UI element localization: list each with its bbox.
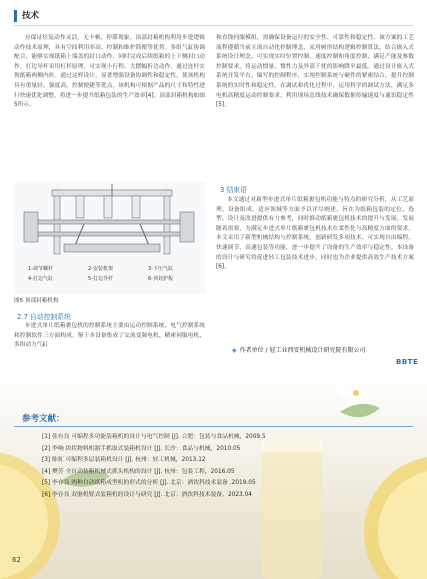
mechanism-drawing [14,182,205,294]
section-label: 技术 [22,11,40,21]
right-column-text-2 [216,196,414,273]
left-column-text [14,34,205,111]
reference-item: [3] 陈虹 可编程多层装箱机设计 [J]. 杭州：轻工机械，2013.12 [42,457,206,464]
base-block [64,244,160,252]
guide-rail [34,232,184,236]
press-cylinder [76,196,84,218]
press-cylinder [132,196,140,218]
header-accent-bar [14,10,17,22]
reference-item: [4] 樊芳 全自动装箱机械式抓头机构的设计 [J]. 杭州：包装工程，2016.05 [42,468,235,475]
paragraph: 和直线伺服模组，需确保设备运行的安全性、可靠性和稳定性。该方案的工艺流程遵循当前主流自动化控制理念，采用树形结构逻辑控制算法，结合嵌入式系统设计理念，可实现实时位置控制、速度控制和角度控制，满足产能及参数控制要求，将运动惯量、惯性力及外部干扰的影响降至最低。通过设计嵌入式系统开发平台，编写的控制程序，实现控制系统与硬件的紧密结合，提升控制系统的实时性和稳定性。在调试和优化过程中，运用科学的调试方法，满足多电机高精度运动控制要求，利用现场总线技术确保数据传输速度与通讯稳定性[5]。 [216,35,414,109]
brand-logo: BBTE [396,358,419,366]
side-plate [180,212,194,242]
legend-item: 3-下压气缸 [148,266,173,272]
diamond-icon: ◈ [232,347,237,354]
legend-item: 1-调节螺杆 [28,266,53,272]
paragraph: 本文通过对新型步进式单片纸箱裹包机功能与特点的研究分析，从工艺原理、设备组成、适应领域等方面予以详尽阐述，旨在为纸箱包装的定位、选型、设计及改进提供有力参考，同时推动纸箱裹包机技术的提升与发展。发展随着需要，为满足步进式单片纸箱裹包机技术在柔性化与高精度方面的要求，本文采用了新型机械结构与控制系统，创新研发多项技术。可实现自由编程、快速调节、高速包装等功能，进一步提升了设备的生产效率与稳定性。本设备的设计与研究将促进轻工包装技术进步，同时也为企业提供高效生产技术方案[6]。 [216,197,414,271]
paragraph: 应保证往复动作灵活，无卡顿、停滞现象。顶部封箱机构利用步进逻辑动作技术原理，具有空间利用率高、控制和维护简便等优势。多组气缸协调配合，能够实现纸箱上端盖的封口动作，同时完成后续纸箱的上下侧封口动作。打边导杆采用杠杆原理，可实现小行程、大摆幅折边动作，通过连杆实现纸箱两侧内折。通过这样设计，显著增强设备协调性和稳定性，使该机构具有重量轻、强度高、控制便捷等优点。该机构可根据产品的尺寸和特性进行快速优化调整，将进一步提升纸箱包装的生产效率[4]。顶部封箱机构如图5所示。 [14,35,205,109]
page-number: 62 [12,556,21,564]
figure-caption: 图5 顶部封箱机构 [14,298,59,304]
references-title: 参考文献： [22,414,65,424]
divider [14,426,413,427]
reference-item: [6] 李存良 双驱机臂式装箱机的设计与研究 [J]. 北京：酒饮科技术装备，2023.04 [42,491,252,498]
author-affiliation [232,345,365,354]
reference-item: [5] 李存良 两种自动纸箱成型机的形式的分析 [J]. 北京：酒饮科技术装备 .2019.05 [42,480,256,487]
flower-decoration [340,381,369,405]
press-cylinder [104,196,112,218]
right-column-text [216,34,414,111]
reference-item: [2] 李响 块状物料机器手抓取式装箱机设计 [J]. 长沙：食品与机械，2010.05 [42,445,241,452]
references-list [42,432,382,502]
legend-item: 6-顶封护板 [148,276,173,282]
author-text: 作者单位 / 轻工业西安机械设计研究院有限公司 [239,347,366,354]
legend-item: 5-打边导杆 [88,276,113,282]
figure-top-sealing-mechanism [14,182,205,294]
leaf [340,404,380,417]
legend-item: 4-打边气缸 [28,276,53,282]
page-header [14,9,413,26]
legend-item: 2-安装机架 [88,266,113,272]
side-plate [24,212,38,242]
left-column-text-2 [14,322,205,351]
reference-item: [1] 张有良 可编程多功能装箱机的设计与电气控制 [J]. 合肥：包装与食品机械，2009.5 [42,434,266,440]
guide-rail [34,220,184,224]
section-heading: 3 结束语 [220,186,247,194]
section-heading: 2.7 自动控制系统 [17,313,71,321]
paragraph: 步进式单片纸箱裹包机的控制系统主要由运动控制系统、电气控制系统和控制软件三方面构成。鉴于本设备集成了交流变频电机、精密伺服电机、多组动力气缸 [14,323,205,349]
